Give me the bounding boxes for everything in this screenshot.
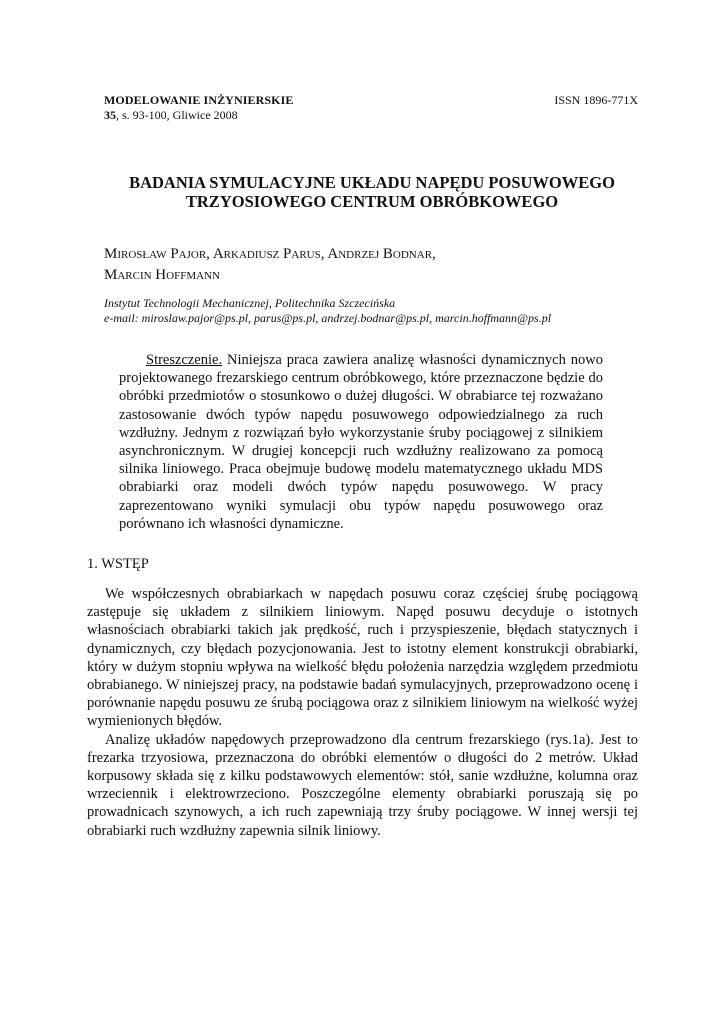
paper-title [60,173,684,211]
pages-info: , s. 93-100, Gliwice 2008 [116,108,238,122]
abstract-label: Streszczenie. [146,352,223,368]
section-heading: 1. WSTĘP [87,556,149,572]
authors-line-2: Marcin Hoffmann [104,267,220,283]
body-paragraph: We współczesnych obrabiarkach w napędach posuwu coraz częściej śrubę pociągową zastępuje się układem z silnikiem liniowym. Napęd posuwu decyduje o istotnych własnościach obrabiarki takich jak prędkość, ruch i przyspieszenie, błędach statycznych i dynamicznych, czy błędach pozycjonowania. Jest to istotny element konstrukcji obrabiarki, który w dużym stopniu wpływa na wielkość błędu położenia narzędzia względem przedmiotu obrabianego. W niniejszej pracy, na podstawie badań symulacyjnych, przeprowadzono ocenę i porównanie napędu posuwu ze śrubą pociągowa oraz z silnikiem liniowym na wielkość wyżej wymienionych błędów. [87,586,638,730]
authors-line-1: Mirosław Pajor, Arkadiusz Parus, Andrzej Bodnar, [104,246,436,262]
email-line: e-mail: miroslaw.pajor@ps.pl, parus@ps.pl, andrzej.bodnar@ps.pl, marcin.hoffmann@ps.pl [104,311,552,325]
abstract-text: Niniejsza praca zawiera analizę własności dynamicznych nowo projektowanego frezarskiego centrum obróbkowego, które przeznaczone będzie do obróbki przedmiotów o stosunkowo o dużej długości. W obrabiarce tej rozważano zastosowanie dwóch typów napędu posuwowego odpowiedzialnego za ruch wzdłużny. Jednym z rozwiązań było wykorzystanie śruby pociągowej z silnikiem asynchronicznym. W drugiej koncepcji ruch wzdłużny realizowano za pomocą silnika liniowego. Praca obejmuje budowę modelu matematycznego układu MDS obrabiarki oraz modeli dwóch typów napędu posuwowego. W pracy zaprezentowano wyniki symulacji obu typów napędu posuwowego oraz porównano ich własności dynamiczne. [119,352,603,532]
abstract [119,351,603,533]
title-line-2: TRZYOSIOWEGO CENTRUM OBRÓBKOWEGO [185,192,559,211]
affiliation [104,296,644,326]
journal-name: MODELOWANIE INŻYNIERSKIE [104,93,294,107]
institute: Instytut Technologii Mechanicznej, Politechnika Szczecińska [104,296,396,310]
abstract-paragraph [119,351,603,533]
journal-header [104,93,638,123]
section-body [87,585,638,840]
authors [104,244,624,286]
volume-line [104,108,638,123]
volume-number: 35 [104,108,116,122]
issn: ISSN 1896-771X [554,93,638,107]
title-line-1: BADANIA SYMULACYJNE UKŁADU NAPĘDU POSUWOWEGO [129,173,615,192]
body-paragraph: Analizę układów napędowych przeprowadzono dla centrum frezarskiego (rys.1a). Jest to frezarka trzyosiowa, przeznaczona do obróbki elementów o długości do 2 metrów. Układ korpusowy składa się z kilku podstawowych elementów: stół, sanie wzdłużne, kolumna oraz wrzeciennik i elektrowrzeciono. Poszczególne elementy obrabiarki poruszają się po prowadnicach szynowych, a ich ruch zapewniają trzy śruby pociągowe. W innej wersji tej obrabiarki ruch wzdłużny zapewnia silnik liniowy. [87,731,638,839]
